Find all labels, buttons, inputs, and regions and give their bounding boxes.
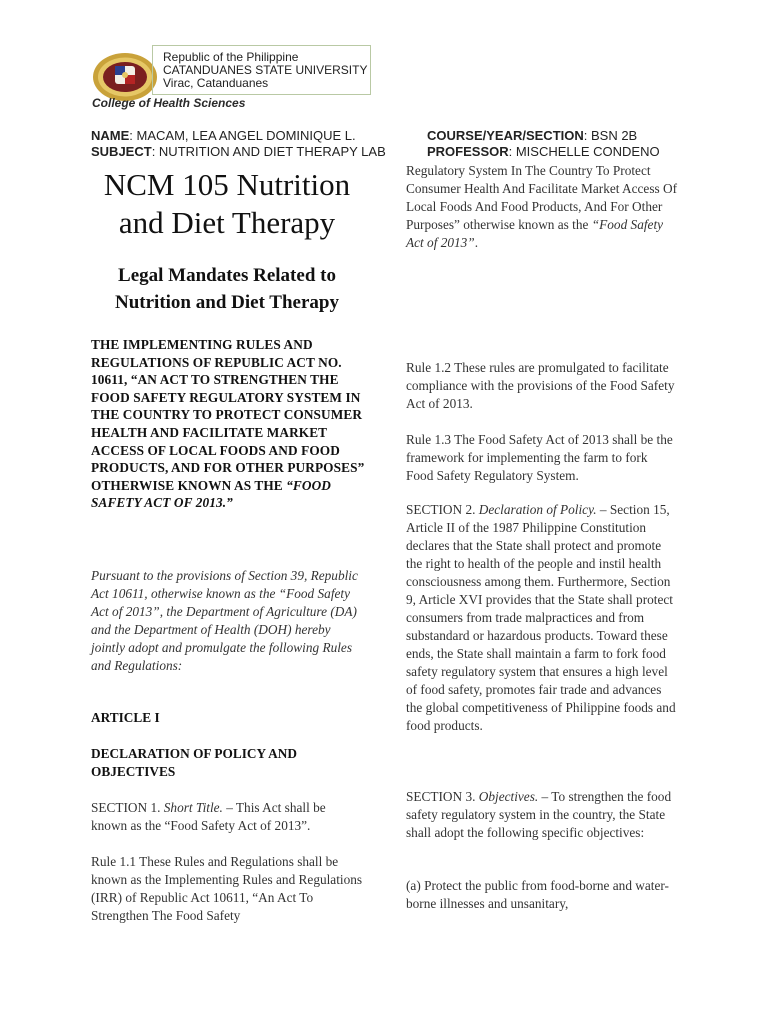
name-value: : MACAM, LEA ANGEL DOMINIQUE L. bbox=[129, 128, 356, 143]
course-line bbox=[427, 128, 637, 143]
professor-value: : MISCHELLE CONDENO bbox=[508, 144, 660, 159]
section-3-prefix: SECTION 3. bbox=[406, 789, 479, 804]
article-heading: ARTICLE I bbox=[91, 710, 160, 725]
section-2-title: Declaration of Policy. bbox=[478, 502, 597, 517]
college-name: College of Health Sciences bbox=[92, 96, 246, 110]
course-value: : BSN 2B bbox=[583, 128, 638, 143]
university-header-box bbox=[152, 45, 371, 95]
professor-line bbox=[427, 144, 660, 159]
objective-a-item: (a) Protect the public from food-borne and water-borne illnesses and unsanitary, bbox=[406, 878, 669, 911]
subject-label: SUBJECT bbox=[91, 144, 152, 159]
section-3-paragraph bbox=[406, 788, 678, 842]
section-1-body: – This Act shall be known as the “Food Safety Act of 2013”. bbox=[91, 800, 326, 833]
country-label: Republic of the Philippine bbox=[163, 50, 299, 64]
subject-line bbox=[91, 144, 386, 159]
section-3-title: Objectives. bbox=[478, 789, 539, 804]
university-name: CATANDUANES STATE UNIVERSITY bbox=[163, 63, 368, 77]
section-1-paragraph bbox=[91, 799, 363, 835]
rule-1-1-paragraph: Rule 1.1 These Rules and Regulations shall be known as the Implementing Rules and Regulations (IRR) of Republic Act 10611, “An Act To Strengthen The Food Safety bbox=[91, 854, 363, 923]
irr-heading-main: THE IMPLEMENTING RULES AND REGULATIONS OF REPUBLIC ACT NO. 10611, “AN ACT TO STRENGTHEN THE FOOD SAFETY REGULATORY SYSTEM IN THE COUNTRY TO PROTECT CONSUMER HEALTH AND FACILITATE MARKET ACCESS OF LOCAL FOODS AND FOOD PRODUCTS, AND FOR OTHER PURPOSES” OTHERWISE KNOWN AS THE bbox=[91, 337, 365, 493]
continuation-text: Regulatory System In The Country To Protect Consumer Health And Facilitate Market Access Of Local Foods And Food Products, And For Other Purposes” otherwise known as the bbox=[406, 163, 678, 232]
irr-heading-italic: “FOOD SAFETY ACT OF 2013.” bbox=[91, 477, 332, 511]
irr-heading bbox=[91, 336, 373, 512]
university-location: Virac, Catanduanes bbox=[163, 76, 269, 90]
section-3-body: – To strengthen the food safety regulatory system in the country, the State shall adopt the following specific objectives: bbox=[406, 789, 672, 840]
rule-1-3-paragraph: Rule 1.3 The Food Safety Act of 2013 shall be the framework for implementing the farm to fork Food Safety Regulatory System. bbox=[406, 432, 673, 483]
section-2-body: – Section 15, Article II of the 1987 Philippine Constitution declares that the State shall protect and promote the right to health of the people and instil health consciousness among them. Furthermore, Section 9, Article XVI provides that the State shall protect consumers from trade malpractices and from substandard or hazardous products. Toward these ends, the State shall maintain a farm to fork food safety regulatory system that ensures a high level of food safety, promotes fair trade and advances the global competitiveness of Philippine foods and food products. bbox=[406, 502, 676, 733]
right-continuation-paragraph bbox=[406, 162, 678, 252]
continuation-italic: “Food Safety Act of 2013” bbox=[406, 217, 664, 250]
rule-1-2-paragraph: Rule 1.2 These rules are promulgated to facilitate compliance with the provisions of the Food Safety Act of 2013. bbox=[406, 360, 675, 411]
subject-value: : NUTRITION AND DIET THERAPY LAB bbox=[151, 144, 386, 159]
professor-label: PROFESSOR bbox=[427, 144, 509, 159]
pursuant-paragraph: Pursuant to the provisions of Section 39, Republic Act 10611, otherwise known as the “Food Safety Act of 2013”, the Department of Agriculture (DA) and the Department of Health (DOH) hereby jointly adopt and promulgate the following Rules and Regulations: bbox=[91, 568, 358, 673]
name-label: NAME bbox=[91, 128, 130, 143]
section-1-prefix: SECTION 1. bbox=[91, 800, 164, 815]
university-seal-logo bbox=[92, 52, 158, 102]
course-label: COURSE/YEAR/SECTION bbox=[427, 128, 584, 143]
document-subtitle: Legal Mandates Related to Nutrition and Diet Therapy bbox=[115, 265, 339, 313]
continuation-end: . bbox=[474, 235, 479, 250]
section-1-title: Short Title. bbox=[163, 800, 223, 815]
student-name-line bbox=[91, 128, 356, 143]
section-2-prefix: SECTION 2. bbox=[406, 502, 479, 517]
section-2-paragraph bbox=[406, 501, 678, 735]
declaration-heading: DECLARATION OF POLICY AND OBJECTIVES bbox=[91, 746, 297, 779]
document-title: NCM 105 Nutrition and Diet Therapy bbox=[103, 167, 351, 240]
